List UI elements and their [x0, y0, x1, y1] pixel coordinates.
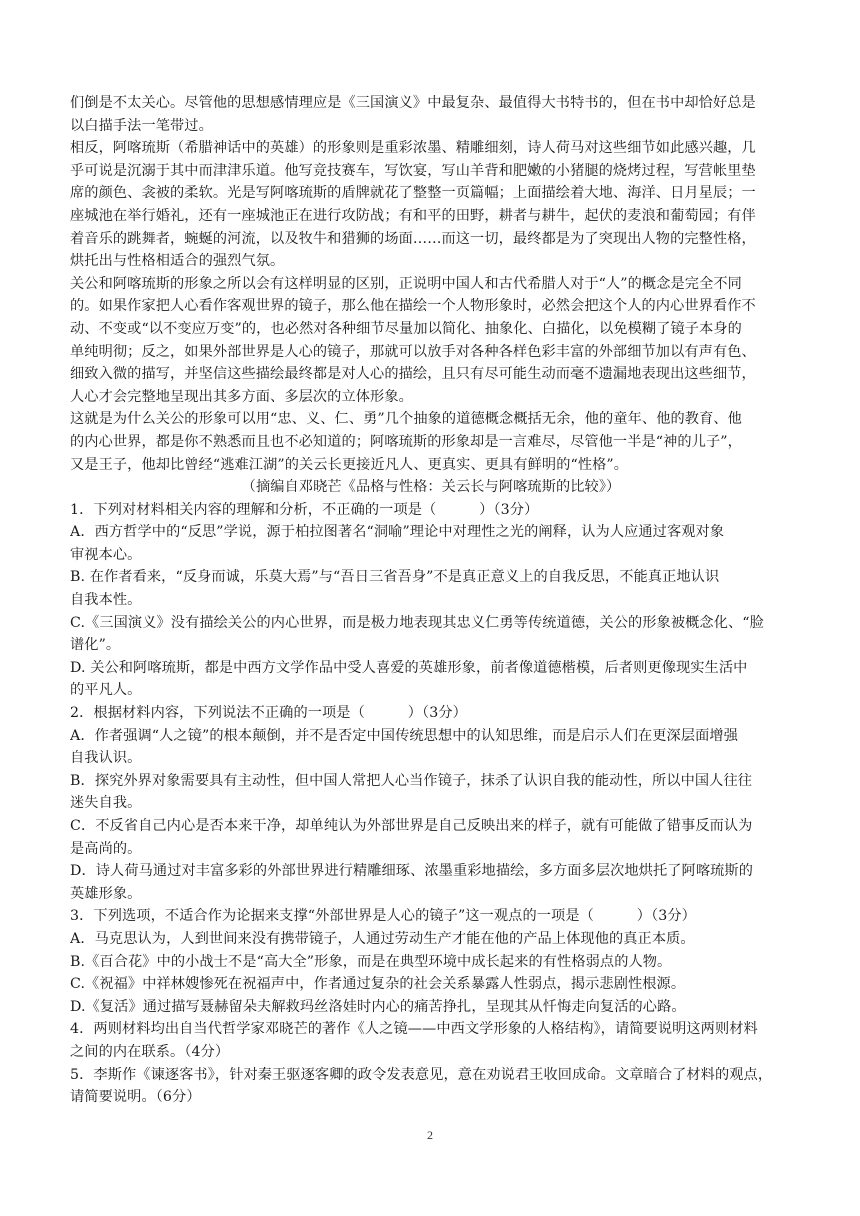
option-line: C.《祝福》中祥林嫂惨死在祝福声中，作者通过复杂的社会关系暴露人性弱点，揭示悲剧性根源。: [70, 976, 686, 993]
option-line: D.《复活》通过描写聂赫留朵夫解救玛丝洛娃时内心的痛苦挣扎，呈现其从忏悔走向复活的心路。: [70, 998, 686, 1015]
text-line: 又是王子，他却比曾经“逃难江湖”的关云长更接近凡人、更真实、更具有鲜明的“性格”。: [70, 456, 629, 473]
option-line: 自我认识。: [70, 750, 142, 767]
text-line: 乎可说是沉溺于其中而津津乐道。他写竞技赛车，写饮宴，写山羊背和肥嫩的小猪腿的烧烤过程，写营帐里垫: [70, 162, 756, 179]
text-line: 动、不变或“以不变应万变”的，也必然对各种细节尽量加以简化、抽象化、白描化，以免模糊了镜子本身的: [70, 320, 742, 337]
option-line: A．西方哲学中的“反思”学说，源于柏拉图著名“洞喻”理论中对理性之光的阐释，认为人应通过客观对象: [70, 524, 725, 541]
text-line: 们倒是不太关心。尽管他的思想感情理应是《三国演义》中最复杂、最值得大书特书的，但在书中却恰好总是: [70, 95, 756, 111]
option-line: C．不反省自己内心是否本来干净，却单纯认为外部世界是自己反映出来的样子，就有可能做了错事反而认为: [70, 818, 753, 834]
question-1: 1．下列对材料相关内容的理解和分析，不正确的一项是（ ）（3分）: [70, 501, 539, 518]
text-line: 以白描手法一笔带过。: [70, 117, 213, 134]
option-line: 自我本性。: [70, 592, 142, 609]
option-line: 是高尚的。: [70, 840, 142, 857]
text-line: 着音乐的跳舞者，蜿蜒的河流，以及牧牛和猎狮的场面……而这一切，最终都是为了突现出人物的完整性格，: [70, 230, 756, 247]
option-line: 的平凡人。: [70, 682, 142, 699]
option-line: C.《三国演义》没有描绘关公的内心世界，而是极力地表现其忠义仁勇等传统道德，关公的形象被概念化、“脸: [70, 614, 764, 631]
question-2: 2．根据材料内容，下列说法不正确的一项是（ ）（3分）: [70, 705, 467, 722]
document-body: [70, 92, 792, 1109]
question-5: 5．李斯作《谏逐客书》，针对秦王驱逐客卿的政令发表意见，意在劝说君王收回成命。文章暗合了材料的观点，: [70, 1066, 773, 1083]
option-line: B. 在作者看来，“反身而诚，乐莫大焉”与“吾日三省吾身”不是真正意义上的自我反思，不能真正地认识: [70, 569, 720, 586]
text-line: 座城池在举行婚礼，还有一座城池正在进行攻防战；有和平的田野，耕者与耕牛，起伏的麦浪和葡萄园；有伴: [70, 207, 756, 224]
text-line: 的内心世界，都是你不熟悉而且也不必知道的；阿喀琉斯的形象却是一言难尽，尽管他一半是“神的儿子”，: [70, 433, 742, 450]
source-citation: （摘编自邓晓芒《品格与性格：关云长与阿喀琉斯的比较》）: [241, 479, 621, 496]
page-number: 2: [427, 1128, 433, 1142]
option-line: A．马克思认为，人到世间来没有携带镜子，人通过劳动生产才能在他的产品上体现他的真正本质。: [70, 930, 695, 947]
question-4: 之间的内在联系。（4分）: [70, 1043, 230, 1060]
text-line: 细致入微的描写，并坚信这些描绘最终都是对人心的描绘，且只有尽可能生动而毫不遗漏地表现出这些细节，: [70, 366, 756, 383]
question-4: 4．两则材料均出自当代哲学家邓晓芒的著作《人之镜——中西文学形象的人格结构》，请简要说明这两则材料: [70, 1021, 758, 1038]
text-line: 人心才会完整地呈现出其多方面、多层次的立体形象。: [70, 388, 413, 405]
text-line: 单纯明彻；反之，如果外部世界是人心的镜子，那就可以放手对各种各样色彩丰富的外部细节加以有声有色、: [70, 343, 756, 360]
option-line: 英雄形象。: [70, 885, 142, 902]
option-line: 谱化”。: [70, 637, 121, 654]
text-line: 烘托出与性格相适合的强烈气氛。: [70, 253, 285, 270]
text-line: 的。如果作家把人心看作客观世界的镜子，那么他在描绘一个人物形象时，必然会把这个人的内心世界看作不: [70, 298, 756, 315]
option-line: D．诗人荷马通过对丰富多彩的外部世界进行精雕细琢、浓墨重彩地描绘，多方面多层次地烘托了阿喀琉斯的: [70, 863, 753, 880]
option-line: 审视本心。: [70, 546, 142, 563]
question-3: 3．下列选项，不适合作为论据来支撑“外部世界是人心的镜子”这一观点的一项是（ ）（3分）: [70, 908, 696, 925]
text-line: 关公和阿喀琉斯的形象之所以会有这样明显的区别，正说明中国人和古代希腊人对于“人”的概念是完全不同: [70, 275, 742, 292]
text-line: 这就是为什么关公的形象可以用“忠、义、仁、勇”几个抽象的道德概念概括无余，他的童年、他的教育、他: [70, 411, 742, 428]
option-line: B.《百合花》中的小战士不是“高大全”形象，而是在典型环境中成长起来的有性格弱点的人物。: [70, 953, 672, 970]
text-line: 席的颜色、衾被的柔软。光是写阿喀琉斯的盾牌就花了整整一页篇幅；上面描绘着大地、海洋、日月星辰；一: [70, 185, 756, 202]
question-5: 请简要说明。（6分）: [70, 1089, 201, 1106]
option-line: A．作者强调“人之镜”的根本颠倒，并不是否定中国传统思想中的认知思维，而是启示人们在更深层面增强: [70, 727, 738, 744]
text-line: 相反，阿喀琉斯（希腊神话中的英雄）的形象则是重彩浓墨、精雕细刻，诗人荷马对这些细节如此感兴趣，几: [70, 140, 756, 157]
option-line: B．探究外界对象需要具有主动性，但中国人常把人心当作镜子，抹杀了认识自我的能动性，所以中国人往往: [70, 772, 753, 789]
option-line: D. 关公和阿喀琉斯，都是中西方文学作品中受人喜爱的英雄形象，前者像道德楷模，后者则更像现实生活中: [70, 659, 748, 676]
option-line: 迷失自我。: [70, 795, 142, 812]
